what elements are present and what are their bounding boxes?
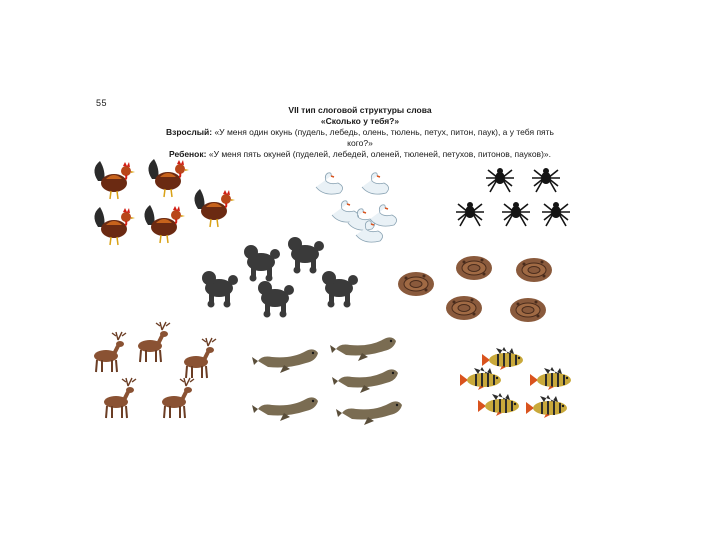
- spider-group: [448, 160, 578, 240]
- exercise-title: VII тип слоговой структуры слова: [288, 105, 432, 115]
- child-text: «У меня пять окуней (пуделей, лебедей, оленей, тюленей, петухов, питонов, пауков)».: [208, 149, 551, 159]
- perch-group: [450, 340, 580, 430]
- seal-group: [248, 325, 418, 435]
- seal-icon: [248, 325, 418, 435]
- exercise-subtitle: «Сколько у тебя?»: [320, 116, 400, 126]
- adult-line-continued: кого?»: [347, 138, 373, 148]
- deer-group: [92, 312, 232, 427]
- child-speaker: Ребенок:: [169, 149, 207, 159]
- adult-speaker: Взрослый:: [166, 127, 213, 137]
- exercise-header: [140, 105, 580, 160]
- perch-icon: [450, 340, 580, 430]
- adult-text-1: «У меня один окунь (пудель, лебедь, олень, тюлень, петух, питон, паук), а у тебя пять: [214, 127, 554, 137]
- page-number: 55: [96, 98, 108, 108]
- adult-line: [140, 127, 580, 138]
- python-icon: [392, 248, 592, 333]
- deer-icon: [92, 312, 232, 427]
- spider-icon: [448, 160, 578, 240]
- python-group: [392, 248, 592, 333]
